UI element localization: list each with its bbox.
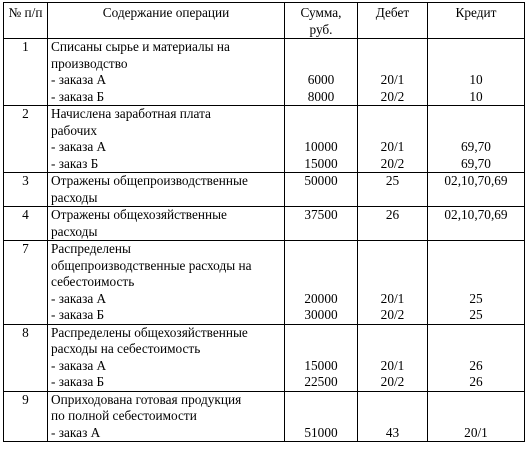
sum-value (288, 39, 354, 56)
operation-line: Отражены общепроизводственные (51, 173, 248, 188)
debit-account-cell (358, 207, 428, 241)
debit-account: 20/2 (380, 88, 405, 104)
operation-line: - заказ А (51, 424, 101, 440)
operation-line-cell (48, 106, 285, 173)
row-number: 4 (4, 207, 48, 241)
table-row (4, 241, 525, 325)
operation-line: - заказа Б (51, 307, 105, 322)
row-number: 1 (4, 39, 48, 106)
debit-account: 20/2 (380, 307, 405, 322)
table-row (4, 391, 525, 442)
operation-line-cell (48, 207, 285, 241)
operation-line-cell (48, 241, 285, 325)
operation-line: Оприходована готовая продукция (51, 391, 242, 407)
header-number-line-2: п/п (24, 5, 43, 20)
operation-line: рабочих (51, 122, 98, 138)
table-row (4, 324, 525, 391)
header-debit: Дебет (358, 3, 428, 39)
header-sum-line-2: руб. (309, 21, 333, 37)
debit-account (361, 258, 424, 275)
credit-account-cell (428, 324, 525, 391)
credit-account (431, 341, 521, 358)
sum-value-cell (285, 173, 358, 207)
credit-account (431, 123, 521, 140)
table-row (4, 173, 525, 207)
operation-line: - заказа А (51, 72, 107, 87)
credit-account (431, 56, 521, 73)
debit-account: 20/2 (380, 374, 405, 389)
sum-value (288, 408, 354, 425)
debit-account-cell (358, 39, 428, 106)
operation-line: производство (51, 55, 128, 71)
credit-account-cell (428, 207, 525, 241)
debit-account (361, 224, 424, 241)
credit-account (431, 224, 521, 241)
operation-line: себестоимость (51, 274, 135, 289)
header-operation: Содержание операции (48, 3, 285, 39)
header-number (4, 3, 48, 39)
operation-line: - заказ Б (51, 155, 99, 171)
row-number: 9 (4, 391, 48, 442)
sum-value: 10000 (304, 139, 338, 154)
operation-line: - заказа Б (51, 88, 105, 104)
operation-line-cell (48, 324, 285, 391)
row-number: 2 (4, 106, 48, 173)
credit-account: 10 (469, 72, 483, 87)
sum-value: 15000 (304, 155, 338, 171)
sum-value (288, 274, 354, 291)
sum-value: 15000 (304, 357, 338, 373)
credit-account: 02,10,70,69 (444, 207, 508, 222)
table-row (4, 39, 525, 106)
debit-account (361, 241, 424, 258)
header-number-line-1: № (8, 5, 22, 20)
credit-account-cell (428, 391, 525, 442)
header-credit: Кредит (428, 3, 525, 39)
debit-account (361, 190, 424, 207)
sum-value-cell (285, 241, 358, 325)
operation-line: расходы (51, 189, 98, 205)
operation-line: Распределены (51, 241, 131, 256)
credit-account-cell (428, 241, 525, 325)
credit-account (431, 241, 521, 258)
operation-line: - заказа А (51, 357, 107, 373)
table-row (4, 207, 525, 241)
operation-line: по полной себестоимости (51, 408, 197, 423)
debit-account: 20/2 (380, 155, 405, 171)
sum-value: 6000 (307, 72, 335, 87)
credit-account (431, 106, 521, 123)
debit-account: 43 (385, 424, 400, 440)
credit-account (431, 408, 521, 425)
debit-account-cell (358, 241, 428, 325)
credit-account: 26 (469, 357, 483, 373)
sum-value (288, 392, 354, 409)
operation-line: Начислена заработная плата (51, 106, 211, 121)
debit-account: 20/1 (380, 357, 405, 373)
debit-account (361, 392, 424, 409)
sum-value: 30000 (304, 307, 338, 322)
sum-value: 22500 (304, 374, 338, 389)
credit-account-cell (428, 173, 525, 207)
operation-line-cell (48, 173, 285, 207)
sum-value: 20000 (304, 290, 338, 306)
sum-value-cell (285, 106, 358, 173)
sum-value-cell (285, 324, 358, 391)
row-number: 8 (4, 324, 48, 391)
operation-line: расходы на себестоимость (51, 341, 201, 356)
debit-account: 26 (385, 207, 400, 222)
sum-value (288, 325, 354, 342)
credit-account-cell (428, 106, 525, 173)
sum-value-cell (285, 207, 358, 241)
table-row (4, 106, 525, 173)
credit-account: 69,70 (461, 155, 491, 171)
credit-account: 26 (469, 374, 483, 389)
operation-line: расходы (51, 223, 98, 239)
sum-value (288, 224, 354, 241)
row-number: 3 (4, 173, 48, 207)
credit-account (431, 392, 521, 409)
sum-value (288, 106, 354, 123)
sum-value (288, 123, 354, 140)
credit-account (431, 274, 521, 291)
table-body (4, 39, 525, 442)
debit-account: 20/1 (380, 290, 405, 306)
debit-account-cell (358, 391, 428, 442)
debit-account-cell (358, 106, 428, 173)
sum-value (288, 341, 354, 358)
credit-account: 20/1 (464, 424, 488, 440)
sum-value (288, 241, 354, 258)
operation-line: Распределены общехозяйственные (51, 324, 248, 340)
operation-line-cell (48, 39, 285, 106)
debit-account (361, 274, 424, 291)
credit-account (431, 325, 521, 342)
operation-line: общепроизводственные расходы на (51, 257, 252, 273)
credit-account: 02,10,70,69 (444, 173, 508, 188)
credit-account: 25 (469, 290, 483, 306)
debit-account: 20/1 (380, 72, 405, 87)
sum-value (288, 56, 354, 73)
credit-account: 25 (469, 307, 483, 322)
operation-line: Списаны сырье и материалы на (51, 39, 230, 54)
credit-account-cell (428, 39, 525, 106)
header-sum-line-1: Сумма, (300, 5, 342, 20)
operation-line: - заказа Б (51, 374, 105, 389)
sum-value (288, 258, 354, 275)
header-sum (285, 3, 358, 39)
credit-account (431, 258, 521, 275)
credit-account (431, 190, 521, 207)
debit-account-cell (358, 173, 428, 207)
sum-value-cell (285, 39, 358, 106)
table-header-row (4, 3, 525, 39)
sum-value: 8000 (307, 88, 335, 104)
debit-account (361, 39, 424, 56)
debit-account (361, 408, 424, 425)
operation-line: - заказа А (51, 290, 107, 306)
operations-table (3, 2, 525, 442)
operation-line: - заказа А (51, 139, 107, 154)
sum-value (288, 190, 354, 207)
debit-account (361, 56, 424, 73)
debit-account (361, 123, 424, 140)
debit-account (361, 325, 424, 342)
sum-value: 51000 (304, 424, 338, 440)
operations-document (3, 2, 525, 442)
sum-value: 37500 (304, 207, 338, 222)
sum-value-cell (285, 391, 358, 442)
debit-account: 20/1 (380, 139, 405, 154)
row-number: 7 (4, 241, 48, 325)
debit-account: 25 (385, 173, 400, 188)
credit-account: 69,70 (461, 139, 491, 154)
credit-account: 10 (469, 88, 483, 104)
operation-line: Отражены общехозяйственные (51, 207, 227, 222)
debit-account (361, 106, 424, 123)
debit-account-cell (358, 324, 428, 391)
operation-line-cell (48, 391, 285, 442)
sum-value: 50000 (304, 173, 338, 188)
credit-account (431, 39, 521, 56)
debit-account (361, 341, 424, 358)
